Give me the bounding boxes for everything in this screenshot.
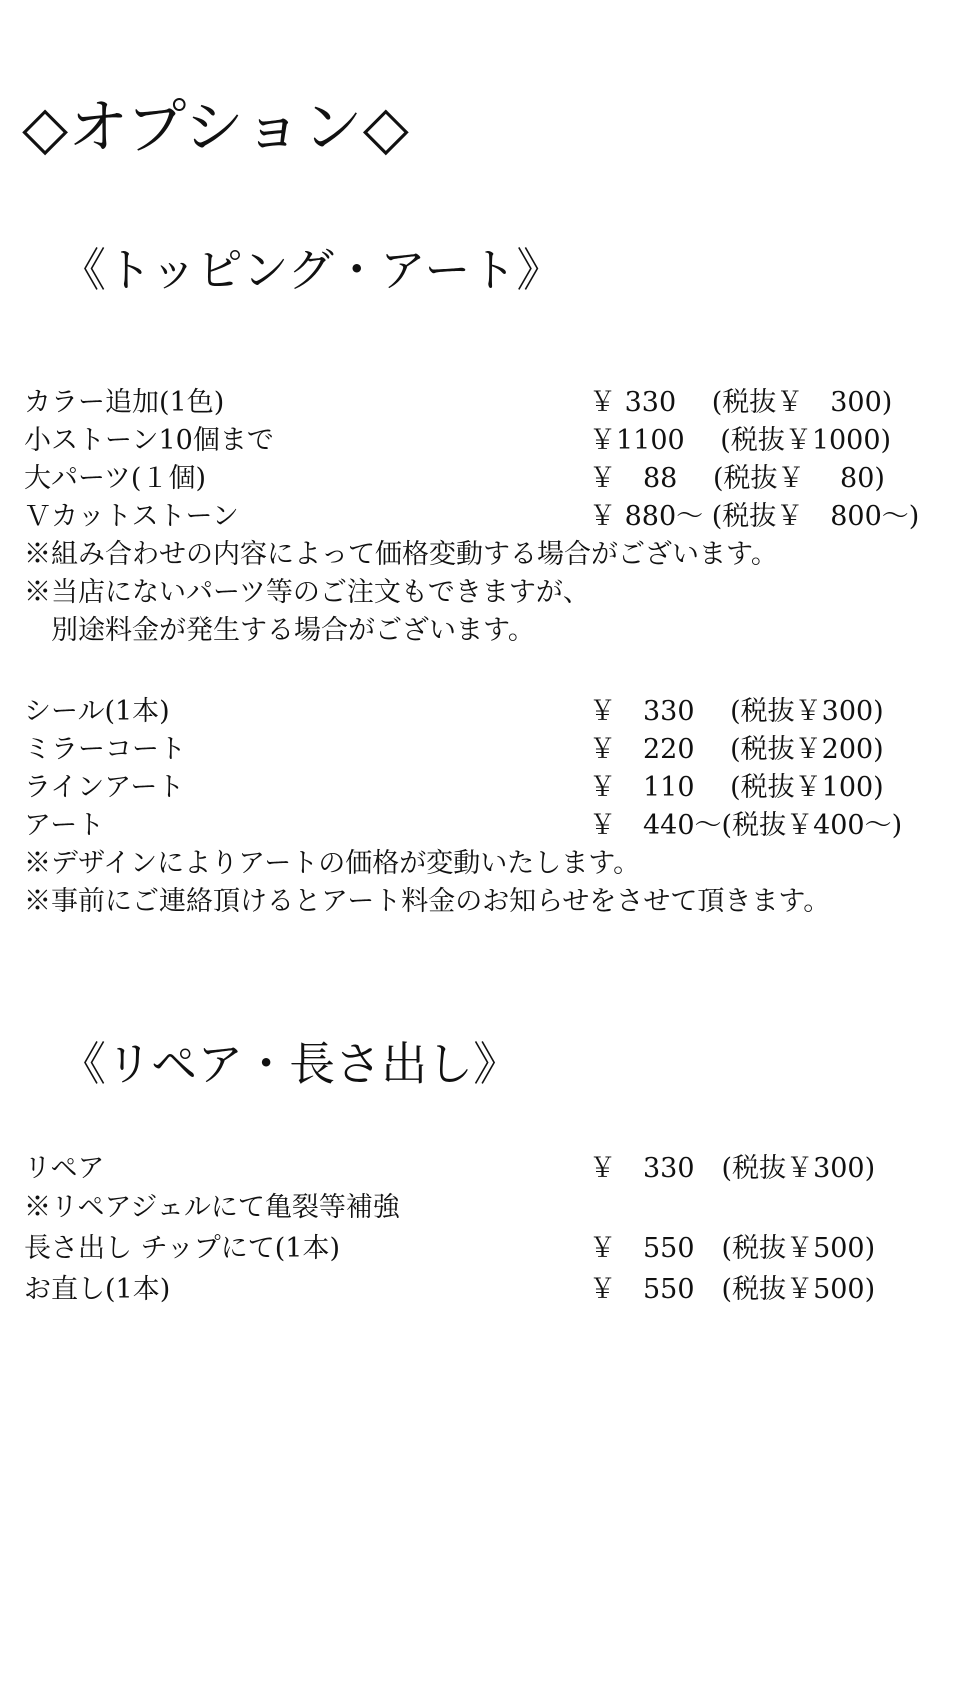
price-row <box>24 1229 959 1269</box>
item-label: シール(1本) <box>24 696 170 727</box>
section-heading-repair-extension: 《リペア・長さ出し》 <box>60 1037 520 1091</box>
item-price: ￥ 220 (税抜￥200) <box>589 734 884 765</box>
note: ※当店にないパーツ等のご注文もできますが、 <box>24 577 590 608</box>
section-heading-topping-art: 《トッピング・アート》 <box>60 243 563 297</box>
note: 別途料金が発生する場合がございます。 <box>24 615 535 646</box>
item-label: ミラーコート <box>24 734 186 765</box>
item-label: Ｖカットストーン <box>24 501 239 532</box>
item-price: ￥ 110 (税抜￥100) <box>589 772 884 803</box>
item-price: ￥ 440～(税抜￥400～) <box>589 810 903 841</box>
item-label: 大パーツ(１個) <box>24 463 206 494</box>
price-row <box>24 383 959 423</box>
page-title: ◇オプション◇ <box>22 93 409 163</box>
item-price: ￥ 330 (税抜￥ 300) <box>589 387 893 418</box>
item-label: カラー追加(1色) <box>24 387 225 418</box>
note: ※デザインによりアートの価格が変動いたします。 <box>24 848 641 879</box>
item-price: ￥ 330 (税抜￥300) <box>589 1153 876 1184</box>
item-price: ￥ 330 (税抜￥300) <box>589 696 884 727</box>
price-row <box>24 730 959 770</box>
item-label: 長さ出し チップにて(1本) <box>24 1233 341 1264</box>
item-price: ￥ 880～ (税抜￥ 800～) <box>589 501 920 532</box>
item-label: 小ストーン10個まで <box>24 425 274 456</box>
item-price: ￥ 550 (税抜￥500) <box>589 1274 876 1305</box>
price-row <box>24 421 959 461</box>
item-price: ￥ 550 (税抜￥500) <box>589 1233 876 1264</box>
item-price: ￥ 88 (税抜￥ 80) <box>589 463 885 494</box>
item-label: リペア <box>24 1153 105 1184</box>
price-row <box>24 1149 959 1189</box>
price-row <box>24 768 959 808</box>
note: ※リペアジェルにて亀裂等補強 <box>24 1192 400 1223</box>
price-row <box>24 459 959 499</box>
note: ※組み合わせの内容によって価格変動する場合がございます。 <box>24 539 778 570</box>
price-row <box>24 497 959 537</box>
item-label: ラインアート <box>24 772 185 803</box>
price-row <box>24 692 959 732</box>
price-row <box>24 806 959 846</box>
note: ※事前にご連絡頂けるとアート料金のお知らせをさせて頂きます。 <box>24 886 831 917</box>
item-label: アート <box>24 810 105 841</box>
price-row <box>24 1270 959 1310</box>
item-price: ￥1100 (税抜￥1000) <box>589 425 892 456</box>
item-label: お直し(1本) <box>24 1274 171 1305</box>
